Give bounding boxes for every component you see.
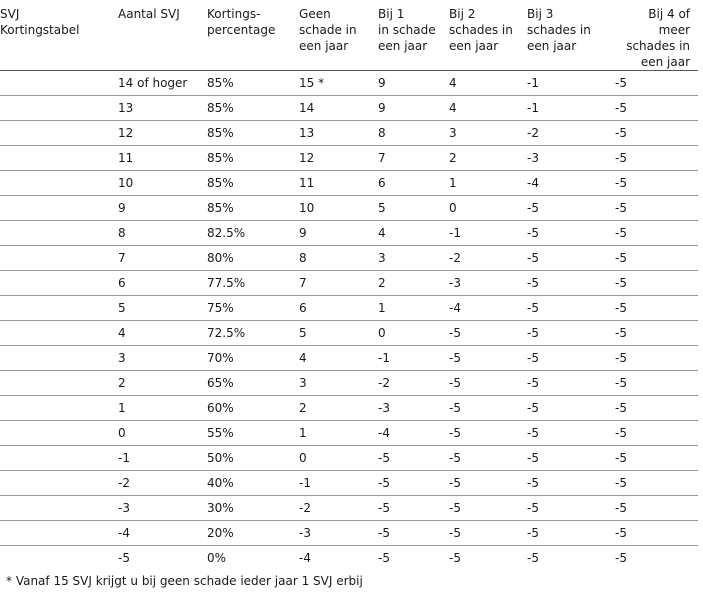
cell-aantal-svj: -1 (118, 446, 207, 471)
cell-geen-schade: 3 (299, 371, 378, 396)
cell-bij-1-schade: -5 (378, 446, 449, 471)
cell-bij-3-schades: -5 (527, 551, 539, 565)
header-aantal-svj: Aantal SVJ (118, 2, 207, 71)
cell-geen-schade: 13 (299, 121, 378, 146)
cell-bij-3-schades: -5 (527, 221, 615, 246)
cell-kortingstabel-spacer (0, 146, 118, 171)
cell-geen-schade: 10 (299, 196, 378, 221)
cell-geen-schade: -4 (299, 551, 311, 565)
cell-kortingstabel-spacer (0, 246, 118, 271)
table-row (0, 296, 698, 321)
cell-bij-4-of-meer-schades: -5 (615, 446, 698, 471)
cell-bij-2-schades: 4 (449, 71, 527, 96)
cell-geen-schade: 15 * (299, 71, 378, 96)
cell-kortingstabel-spacer (0, 296, 118, 321)
cell-bij-2-schades: -3 (449, 271, 527, 296)
cell-bij-3-schades: -5 (527, 471, 615, 496)
cell-aantal-svj: 2 (118, 371, 207, 396)
cell-bij-3-schades: -5 (527, 196, 615, 221)
cell-kortingspercentage: 30% (207, 496, 299, 521)
cell-bij-1-schade: -5 (378, 471, 449, 496)
cell-bij-3-schades: -1 (527, 96, 615, 121)
table-row (0, 271, 698, 296)
cell-aantal-svj: 10 (118, 171, 207, 196)
cell-bij-4-of-meer-schades: -5 (615, 196, 698, 221)
cell-bij-2-schades: -5 (449, 521, 527, 546)
cell-bij-1-schade: -3 (378, 396, 449, 421)
cell-bij-4-of-meer-schades: -5 (615, 96, 698, 121)
cell-bij-2-schades: -2 (449, 246, 527, 271)
cell-bij-1-schade: -4 (378, 421, 449, 446)
cell-kortingspercentage: 55% (207, 421, 299, 446)
cell-bij-4-of-meer-schades: -5 (615, 371, 698, 396)
cell-geen-schade: 5 (299, 321, 378, 346)
cell-kortingspercentage: 77.5% (207, 271, 299, 296)
cell-bij-3-schades: -4 (527, 171, 615, 196)
cell-bij-3-schades: -5 (527, 521, 615, 546)
cell-bij-4-of-meer-schades: -5 (615, 551, 627, 565)
cell-bij-4-of-meer-schades: -5 (615, 471, 698, 496)
cell-kortingstabel-spacer (0, 346, 118, 371)
header-bij-3-schades: Bij 3 schades in een jaar (527, 2, 615, 71)
cell-bij-3-schades: -5 (527, 296, 615, 321)
cell-kortingspercentage: 50% (207, 446, 299, 471)
cell-kortingstabel-spacer (0, 96, 118, 121)
cell-geen-schade: 0 (299, 446, 378, 471)
cell-aantal-svj: -4 (118, 521, 207, 546)
table-row (0, 396, 698, 421)
cell-kortingstabel-spacer (0, 171, 118, 196)
cell-bij-1-schade: 2 (378, 271, 449, 296)
cell-bij-4-of-meer-schades: -5 (615, 396, 698, 421)
cell-bij-1-schade: -5 (378, 551, 390, 565)
cell-bij-3-schades: -1 (527, 71, 615, 96)
table-row (0, 221, 698, 246)
cell-kortingspercentage: 80% (207, 246, 299, 271)
cell-kortingstabel-spacer (0, 521, 118, 546)
cell-bij-4-of-meer-schades: -5 (615, 246, 698, 271)
cell-aantal-svj: 7 (118, 246, 207, 271)
cell-bij-3-schades: -5 (527, 271, 615, 296)
cell-bij-3-schades: -5 (527, 446, 615, 471)
cell-geen-schade: 11 (299, 171, 378, 196)
table-header-row (0, 2, 698, 71)
cell-bij-2-schades: 1 (449, 171, 527, 196)
header-kortingspercentage: Kortings- percentage (207, 2, 299, 71)
table-row (0, 371, 698, 396)
cell-kortingstabel-spacer (0, 421, 118, 446)
cell-kortingstabel-spacer (0, 221, 118, 246)
table-row (0, 421, 698, 446)
cell-bij-4-of-meer-schades: -5 (615, 296, 698, 321)
cell-geen-schade: 14 (299, 96, 378, 121)
cell-bij-2-schades: -5 (449, 321, 527, 346)
cell-bij-1-schade: 5 (378, 196, 449, 221)
cell-aantal-svj: 12 (118, 121, 207, 146)
cell-bij-2-schades: -5 (449, 551, 461, 565)
cell-kortingspercentage: 85% (207, 146, 299, 171)
cell-kortingspercentage: 85% (207, 96, 299, 121)
cell-bij-1-schade: 6 (378, 171, 449, 196)
cell-kortingspercentage: 72.5% (207, 321, 299, 346)
cell-bij-4-of-meer-schades: -5 (615, 321, 698, 346)
cell-bij-2-schades: -5 (449, 471, 527, 496)
cell-aantal-svj: -2 (118, 471, 207, 496)
cell-bij-2-schades: 4 (449, 96, 527, 121)
table-row (0, 546, 698, 571)
cell-geen-schade: 6 (299, 296, 378, 321)
cell-aantal-svj: 13 (118, 96, 207, 121)
cell-bij-2-schades: -5 (449, 421, 527, 446)
cell-bij-1-schade: 0 (378, 321, 449, 346)
cell-bij-1-schade: -5 (378, 521, 449, 546)
cell-geen-schade: 4 (299, 346, 378, 371)
cell-kortingstabel-spacer (0, 496, 118, 521)
cell-kortingspercentage: 85% (207, 71, 299, 96)
cell-bij-3-schades: -5 (527, 346, 615, 371)
cell-kortingstabel-spacer (0, 396, 118, 421)
cell-bij-3-schades: -5 (527, 371, 615, 396)
cell-bij-2-schades: -5 (449, 396, 527, 421)
cell-aantal-svj: 6 (118, 271, 207, 296)
cell-kortingspercentage: 65% (207, 371, 299, 396)
cell-aantal-svj: 14 of hoger (118, 71, 207, 96)
cell-kortingstabel-spacer (0, 71, 118, 96)
cell-geen-schade: 7 (299, 271, 378, 296)
cell-aantal-svj: 3 (118, 346, 207, 371)
cell-bij-4-of-meer-schades: -5 (615, 71, 698, 96)
header-bij-2-schades: Bij 2 schades in een jaar (449, 2, 527, 71)
cell-aantal-svj: 5 (118, 296, 207, 321)
cell-bij-1-schade: 1 (378, 296, 449, 321)
cell-bij-4-of-meer-schades: -5 (615, 521, 698, 546)
cell-bij-3-schades: -3 (527, 146, 615, 171)
cell-bij-4-of-meer-schades: -5 (615, 346, 698, 371)
cell-kortingstabel-spacer (0, 371, 118, 396)
header-svj-kortingstabel: SVJ Kortingstabel (0, 2, 118, 71)
cell-bij-1-schade: 8 (378, 121, 449, 146)
table-row (0, 96, 698, 121)
cell-bij-1-schade: -1 (378, 346, 449, 371)
footnote: * Vanaf 15 SVJ krijgt u bij geen schade ieder jaar 1 SVJ erbij (6, 574, 363, 588)
cell-kortingspercentage: 85% (207, 196, 299, 221)
cell-bij-1-schade: -5 (378, 496, 449, 521)
header-geen-schade: Geen schade in een jaar (299, 2, 378, 71)
cell-bij-2-schades: 2 (449, 146, 527, 171)
cell-bij-1-schade: 4 (378, 221, 449, 246)
cell-geen-schade: 8 (299, 246, 378, 271)
cell-aantal-svj: 8 (118, 221, 207, 246)
cell-bij-2-schades: -5 (449, 371, 527, 396)
cell-kortingspercentage: 85% (207, 171, 299, 196)
table-row (0, 496, 698, 521)
cell-kortingspercentage: 85% (207, 121, 299, 146)
table-row (0, 71, 698, 96)
cell-bij-3-schades: -5 (527, 246, 615, 271)
cell-kortingspercentage: 75% (207, 296, 299, 321)
cell-aantal-svj: 4 (118, 321, 207, 346)
cell-bij-4-of-meer-schades: -5 (615, 171, 698, 196)
cell-kortingstabel-spacer (0, 546, 118, 571)
cell-bij-2-schades: -4 (449, 296, 527, 321)
cell-aantal-svj: 0 (118, 421, 207, 446)
cell-bij-1-schade: 7 (378, 146, 449, 171)
cell-kortingspercentage: 0% (207, 551, 227, 565)
cell-aantal-svj: -5 (118, 551, 130, 565)
header-bij-1-schade: Bij 1 in schade een jaar (378, 2, 449, 71)
cell-bij-4-of-meer-schades: -5 (615, 421, 698, 446)
cell-aantal-svj: -3 (118, 496, 207, 521)
header-bij-4-of-meer-schades: Bij 4 of meer schades in een jaar (615, 2, 698, 71)
cell-bij-3-schades: -2 (527, 121, 615, 146)
cell-bij-3-schades: -5 (527, 421, 615, 446)
cell-kortingspercentage: 60% (207, 396, 299, 421)
table-row (0, 146, 698, 171)
cell-bij-1-schade: 9 (378, 96, 449, 121)
table-row (0, 521, 698, 546)
cell-kortingspercentage: 20% (207, 521, 299, 546)
cell-kortingstabel-spacer (0, 446, 118, 471)
cell-bij-2-schades: -5 (449, 346, 527, 371)
cell-geen-schade: 12 (299, 146, 378, 171)
cell-kortingstabel-spacer (0, 321, 118, 346)
cell-bij-1-schade: 3 (378, 246, 449, 271)
cell-bij-4-of-meer-schades: -5 (615, 496, 698, 521)
cell-kortingspercentage: 82.5% (207, 221, 299, 246)
cell-geen-schade: -3 (299, 521, 378, 546)
cell-bij-2-schades: 0 (449, 196, 527, 221)
cell-bij-2-schades: -5 (449, 496, 527, 521)
cell-geen-schade: -1 (299, 471, 378, 496)
cell-aantal-svj: 9 (118, 196, 207, 221)
svj-kortingstabel (0, 2, 698, 570)
cell-bij-4-of-meer-schades: -5 (615, 271, 698, 296)
table-row (0, 346, 698, 371)
table-row (0, 471, 698, 496)
cell-kortingstabel-spacer (0, 196, 118, 221)
cell-aantal-svj: 11 (118, 146, 207, 171)
table-row (0, 446, 698, 471)
cell-bij-4-of-meer-schades: -5 (615, 221, 698, 246)
cell-bij-1-schade: -2 (378, 371, 449, 396)
cell-geen-schade: 9 (299, 221, 378, 246)
cell-kortingstabel-spacer (0, 121, 118, 146)
cell-bij-3-schades: -5 (527, 396, 615, 421)
cell-aantal-svj: 1 (118, 396, 207, 421)
cell-bij-4-of-meer-schades: -5 (615, 146, 698, 171)
cell-bij-2-schades: -1 (449, 221, 527, 246)
table-row (0, 121, 698, 146)
cell-bij-2-schades: 3 (449, 121, 527, 146)
cell-kortingstabel-spacer (0, 471, 118, 496)
cell-kortingspercentage: 70% (207, 346, 299, 371)
cell-bij-3-schades: -5 (527, 496, 615, 521)
cell-bij-4-of-meer-schades: -5 (615, 121, 698, 146)
cell-bij-1-schade: 9 (378, 71, 449, 96)
table-row (0, 196, 698, 221)
table-row (0, 321, 698, 346)
cell-geen-schade: -2 (299, 496, 378, 521)
cell-geen-schade: 1 (299, 421, 378, 446)
cell-bij-3-schades: -5 (527, 321, 615, 346)
table-body (0, 71, 698, 571)
cell-bij-2-schades: -5 (449, 446, 527, 471)
cell-kortingspercentage: 40% (207, 471, 299, 496)
cell-kortingstabel-spacer (0, 271, 118, 296)
table-row (0, 246, 698, 271)
table-row (0, 171, 698, 196)
cell-geen-schade: 2 (299, 396, 378, 421)
